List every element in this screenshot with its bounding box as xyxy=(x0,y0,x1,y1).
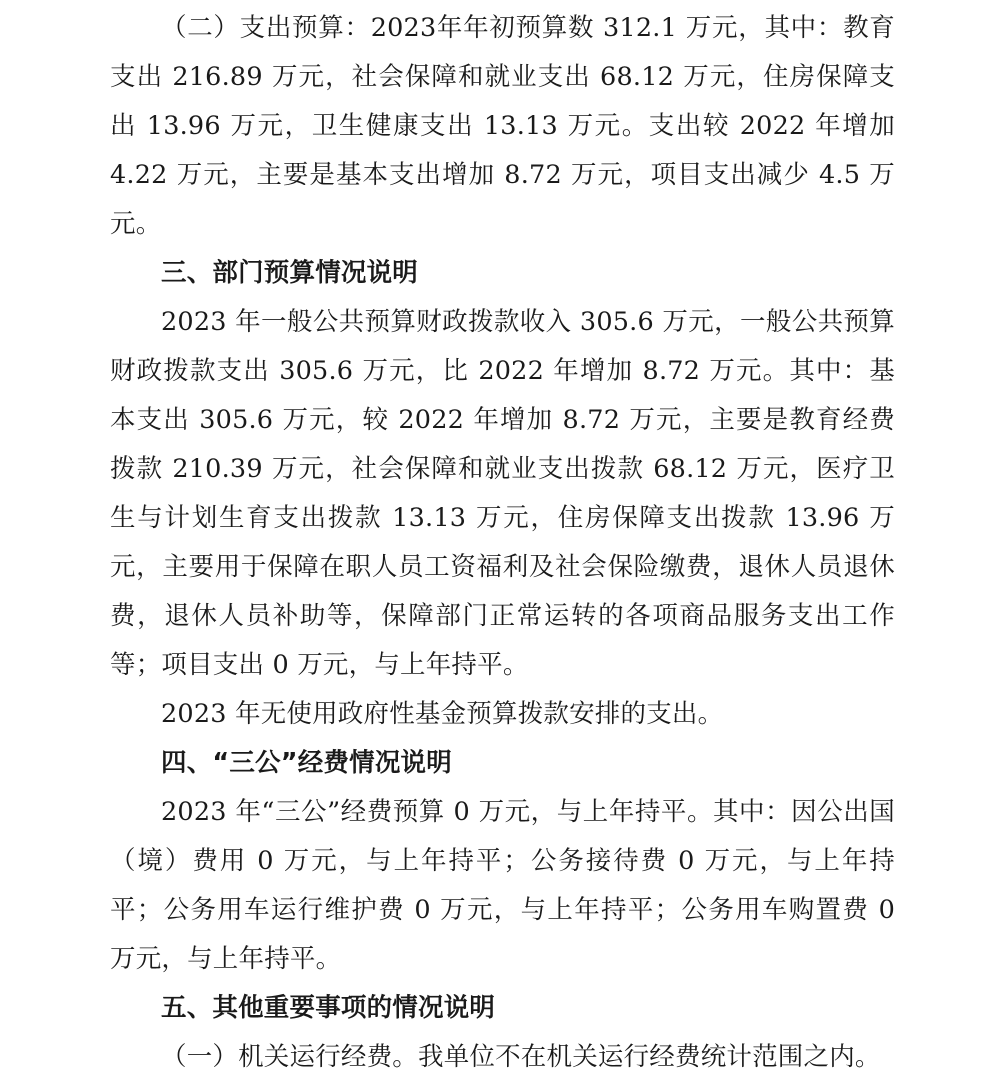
section-heading-three: 三、部门预算情况说明 xyxy=(161,258,419,288)
paragraph-agency-operating-expenses: （一）机关运行经费。我单位不在机关运行经费统计范围之内。 xyxy=(161,1042,881,1072)
paragraph-three-public-expenses: 2023 年“三公”经费预算 0 万元，与上年持平。其中：因公出国（境）费用 0 万元，与上年持平；公务接待费 0 万元，与上年持平；公务用车运行维护费 0 万元，与上年持平；公务用车购置费 0 万元，与上年持平。 xyxy=(110,797,895,974)
paragraph-no-government-fund: 2023 年无使用政府性基金预算拨款安排的支出。 xyxy=(161,699,724,729)
paragraph-expenditure-budget: （二）支出预算：2023年年初预算数 312.1 万元，其中：教育支出 216.89 万元，社会保障和就业支出 68.12 万元，住房保障支出 13.96 万元，卫生健康支出 13.13 万元。支出较 2022 年增加 4.22 万元，主要是基本支出增加 8.72 万元，项目支出减少 4.5 万元。 xyxy=(110,13,895,239)
paragraph-dept-budget-detail: 2023 年一般公共预算财政拨款收入 305.6 万元，一般公共预算财政拨款支出 305.6 万元，比 2022 年增加 8.72 万元。其中：基本支出 305.6 万元，较 2022 年增加 8.72 万元，主要是教育经费拨款 210.39 万元，社会保障和就业支出拨款 68.12 万元，医疗卫生与计划生育支出拨款 13.13 万元，住房保障支出拨款 13.96 万元，主要用于保障在职人员工资福利及社会保险缴费，退休人员退休费，退休人员补助等，保障部门正常运转的各项商品服务支出工作等；项目支出 0 万元，与上年持平。 xyxy=(110,307,895,680)
section-heading-five: 五、其他重要事项的情况说明 xyxy=(161,993,496,1023)
section-heading-four: 四、“三公”经费情况说明 xyxy=(161,748,452,778)
